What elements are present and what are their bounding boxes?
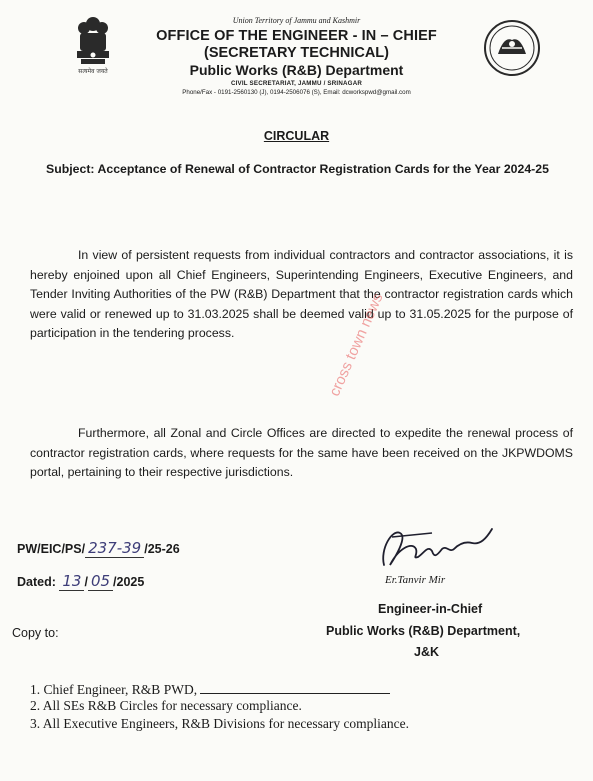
copy-item-3: 3. All Executive Engineers, R&B Divisions for necessary compliance. [30, 716, 410, 731]
ref-prefix: PW/EIC/PS/ [17, 542, 86, 556]
reference-number [17, 539, 180, 557]
paragraph-2: Furthermore, all Zonal and Circle Offices are directed to expedite the renewal process of contractor registration cards, where requests for the same have been received on the JKPWDOMS portal, pertaining to their respective jurisdictions. [30, 426, 573, 479]
copy-item-2: 2. All SEs R&B Circles for necessary compliance. [30, 698, 302, 713]
paragraph-1: In view of persistent requests from individual contractors and contractor associations, it is hereby enjoined upon all Chief Engineers, Superintending Engineers, Executive Engineers, and Tender Inviting Authorities of the PW (R&B) Department that the contractor registration cards which were valid or renewed up to 31.03.2025 shall be deemed valid up to 31.05.2025 for the purpose of participation in the tendering process. [30, 248, 573, 340]
copy-to-label: Copy to: [12, 626, 59, 640]
copy-item-text: 1. Chief Engineer, R&B PWD, [30, 682, 198, 697]
copy-item-1 [30, 681, 390, 698]
ut-line: Union Territory of Jammu and Kashmir [232, 16, 361, 25]
subject-line: Subject: Acceptance of Renewal of Contractor Registration Cards for the Year 2024-25 [46, 162, 549, 176]
department-name: Public Works (R&B) Department [189, 62, 404, 78]
signatory-name: Er.Tanvir Mir [385, 574, 446, 586]
date-day: 13 [59, 572, 84, 591]
signatory-department: Public Works (R&B) Department, [326, 624, 521, 638]
office-address: CIVIL SECRETARIAT, JAMMU / SRINAGAR [230, 80, 363, 87]
blank-line [200, 681, 390, 694]
signatory-region: J&K [414, 645, 440, 659]
office-contact: Phone/Fax - 0191-2560130 (J), 0194-2506076 (S), Email: dcworkspwd@gmail.com [182, 89, 411, 96]
date-line: Dated: 13 / 05 /2025 [17, 572, 145, 590]
circular-heading: CIRCULAR [263, 129, 330, 143]
signatory-designation: Engineer-in-Chief [378, 602, 483, 616]
date-month: 05 [88, 572, 113, 591]
date-year: 2025 [116, 575, 145, 589]
dated-label: Dated: [17, 575, 60, 589]
ref-suffix: /25-26 [144, 542, 180, 556]
signature-icon [372, 519, 502, 575]
svg-text:सत्यमेव जयते: सत्यमेव जयते [78, 68, 108, 75]
ref-number-handwritten: 237-39 [85, 539, 144, 558]
office-subtitle: (SECRETARY TECHNICAL) [203, 45, 389, 61]
watermark-text: cross town news [326, 290, 387, 399]
office-title: OFFICE OF THE ENGINEER - IN – CHIEF [156, 28, 437, 44]
